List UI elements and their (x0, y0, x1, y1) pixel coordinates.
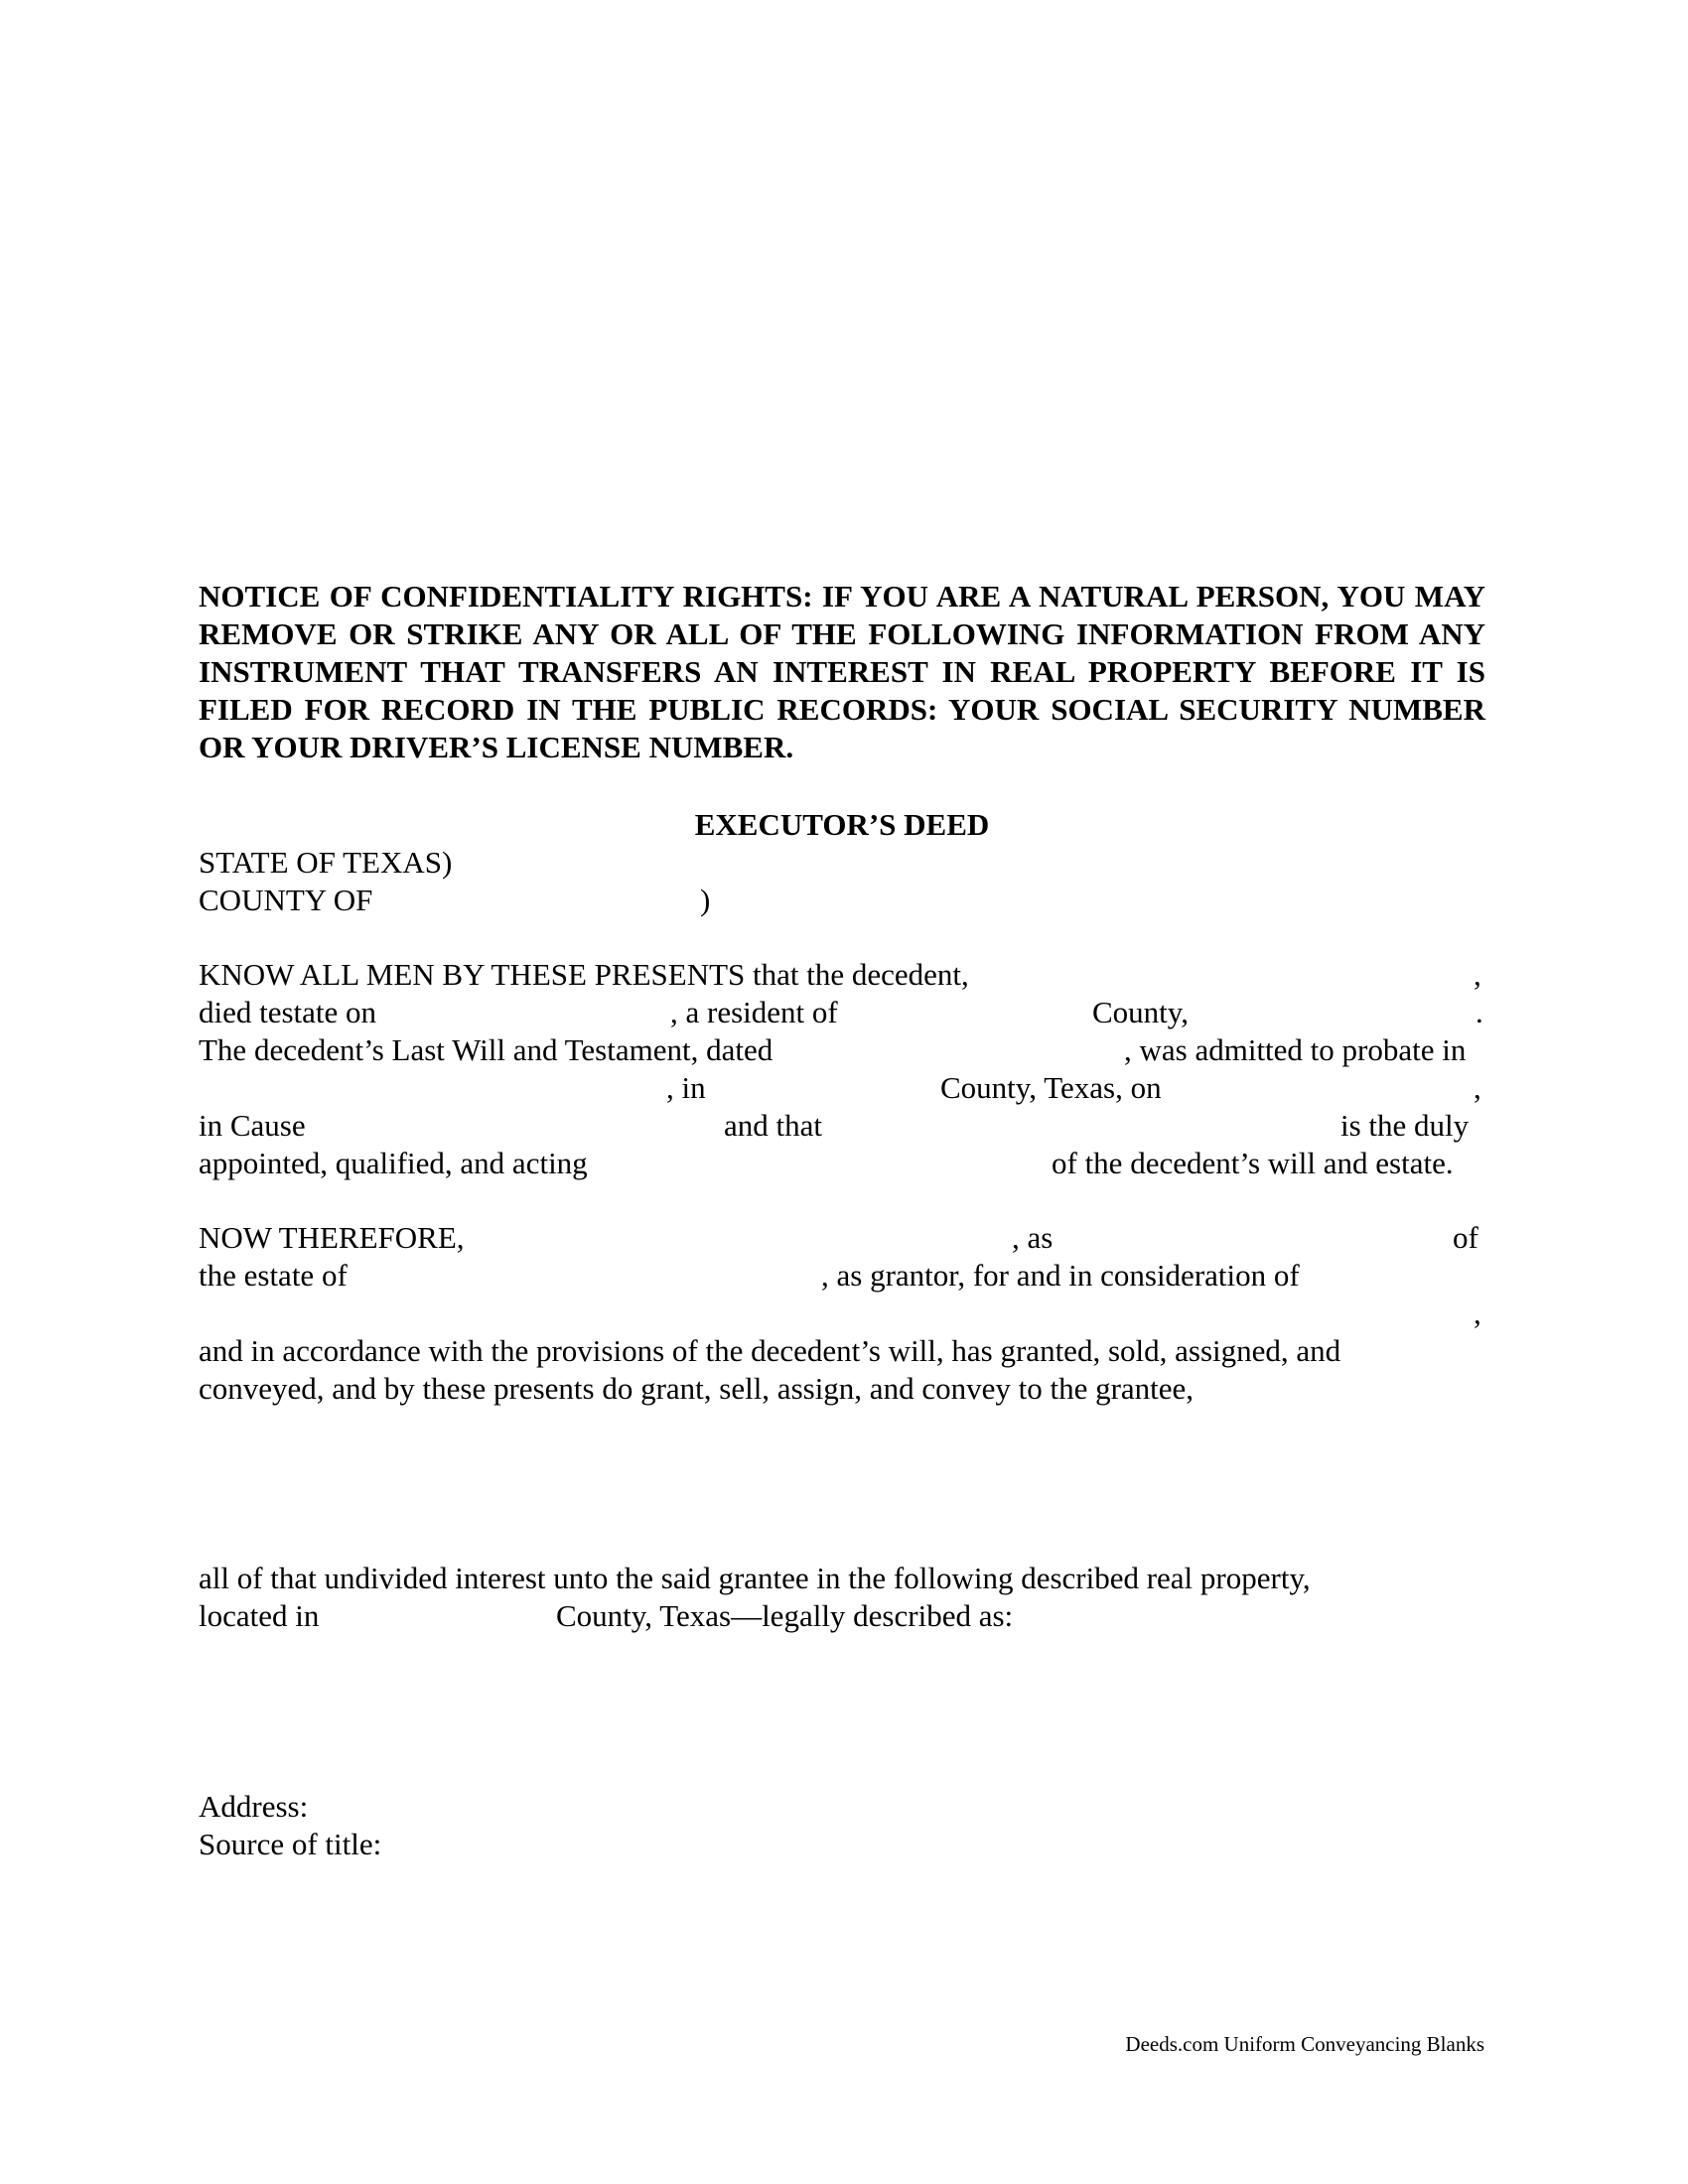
footer-brand: Deeds.com Uniform Conveyancing Blanks (1125, 2032, 1484, 2056)
confidentiality-notice (199, 578, 1485, 766)
document-title: EXECUTOR’S DEED (694, 807, 990, 842)
para1-line2-period: . (1476, 995, 1483, 1029)
para2-line4-provisions: and in accordance with the provisions of the decedent’s will, has granted, sold, assigned, and (199, 1333, 1341, 1368)
confidentiality-notice-text: NOTICE OF CONFIDENTIALITY RIGHTS: IF YOU ARE A NATURAL PERSON, YOU MAY REMOVE OR STRIKE ANY OR ALL OF THE FOLLOWING INFORMATION FROM ANY INSTRUMENT THAT TRANSFERS AN INTEREST IN REAL PROPERTY BEFORE IT IS FILED FOR RECORD IN THE PUBLIC RECORDS: YOUR SOCIAL SECURITY NUMBER OR YOUR DRIVER’S LICENSE NUMBER. (199, 579, 1485, 764)
para1-line3-admitted: , was admitted to probate in (1124, 1032, 1467, 1067)
para1-line6-appointed: appointed, qualified, and acting (199, 1146, 588, 1180)
para1-line2-county: County, (1092, 995, 1190, 1029)
para2-line1-as: , as (1012, 1220, 1054, 1255)
venue-county-paren: ) (700, 883, 711, 917)
para1-line2-resident: , a resident of (670, 995, 838, 1029)
para1-line1-comma: , (1474, 957, 1481, 992)
para1-line3-will: The decedent’s Last Will and Testament, dated (199, 1032, 774, 1067)
para2-line1-of: of (1453, 1220, 1478, 1255)
para2-line3-comma: , (1474, 1296, 1481, 1330)
para1-line4-in: , in (666, 1070, 706, 1105)
para3-line2-county-texas: County, Texas—legally described as: (556, 1598, 1014, 1633)
property-source-label: Source of title: (199, 1827, 382, 1861)
property-address-label: Address: (199, 1789, 309, 1824)
para3-line1-undivided: all of that undivided interest unto the said grantee in the following described real property, (199, 1561, 1311, 1595)
para2-line1-now-therefore: NOW THEREFORE, (199, 1220, 465, 1255)
venue-state: STATE OF TEXAS) (199, 845, 453, 880)
para1-line6-will-estate: of the decedent’s will and estate. (1052, 1146, 1454, 1180)
para1-line5-cause: in Cause (199, 1108, 306, 1143)
para2-line5-conveyed: conveyed, and by these presents do grant, sell, assign, and convey to the grantee, (199, 1371, 1195, 1406)
para2-line2-grantor: , as grantor, for and in consideration of (821, 1258, 1300, 1293)
para3-line2-located-in: located in (199, 1598, 320, 1633)
para1-line5-duly: is the duly (1340, 1108, 1470, 1143)
para2-line2-estate-of: the estate of (199, 1258, 348, 1293)
para1-line4-county-texas: County, Texas, on (940, 1070, 1162, 1105)
para1-line1-text: KNOW ALL MEN BY THESE PRESENTS that the decedent, (199, 957, 969, 992)
venue-county-label: COUNTY OF (199, 883, 373, 917)
para1-line4-comma: , (1474, 1070, 1481, 1105)
para1-line2-died: died testate on (199, 995, 377, 1029)
para1-line5-and-that: and that (724, 1108, 822, 1143)
